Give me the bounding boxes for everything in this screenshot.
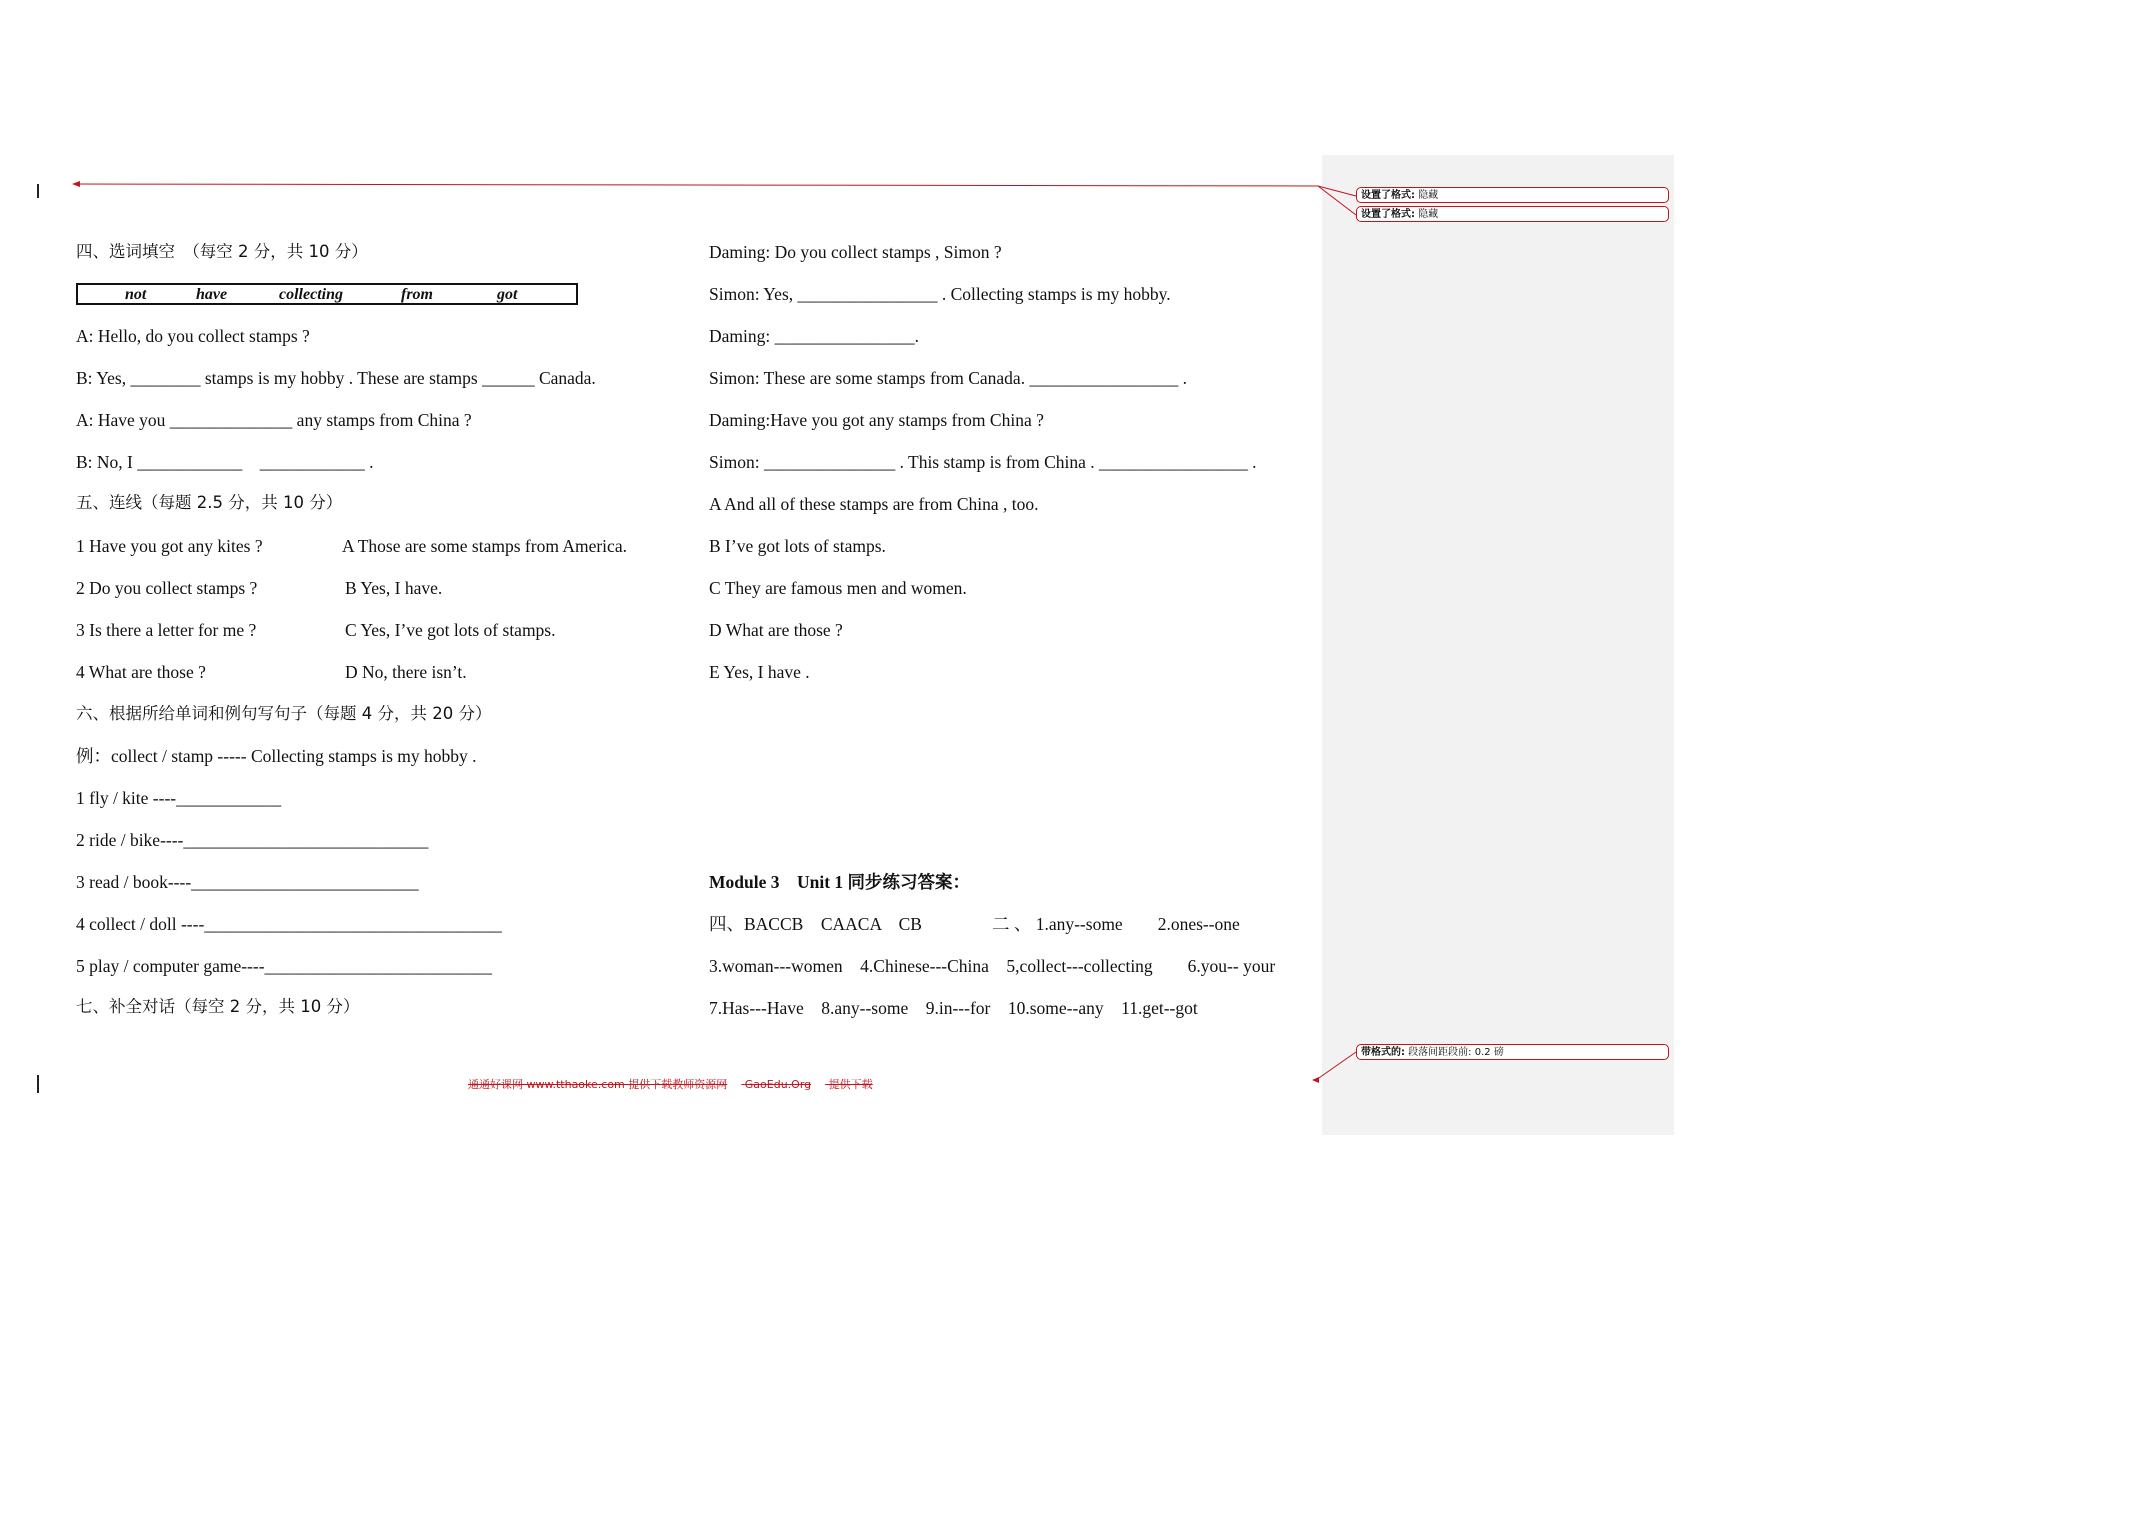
margin-marker xyxy=(37,1075,39,1093)
dialogue-line: Daming:Have you got any stamps from China ? xyxy=(709,410,1044,430)
word-bank-item: from xyxy=(401,286,433,303)
comment-label: 设置了格式: xyxy=(1361,190,1415,201)
match-question: 2 Do you collect stamps ? xyxy=(76,578,258,598)
match-question: 3 Is there a letter for me ? xyxy=(76,620,257,640)
comment-value: 隐藏 xyxy=(1418,209,1439,220)
match-answer: A Those are some stamps from America. xyxy=(342,536,627,556)
option-line: B I’ve got lots of stamps. xyxy=(709,536,886,556)
revision-comment[interactable] xyxy=(1356,206,1669,222)
match-answer: C Yes, I’ve got lots of stamps. xyxy=(345,620,556,640)
comment-label: 带格式的: xyxy=(1361,1047,1405,1058)
exercise-line: 5 play / computer game----__________________________ xyxy=(76,956,493,976)
option-line: C They are famous men and women. xyxy=(709,578,967,598)
exercise-line: A: Hello, do you collect stamps ? xyxy=(76,326,310,346)
example-line: 例：collect / stamp ----- Collecting stamps is my hobby . xyxy=(76,746,477,766)
option-line: A And all of these stamps are from China , too. xyxy=(709,494,1039,514)
dialogue-line: Simon: These are some stamps from Canada. _________________ . xyxy=(709,368,1187,388)
dialogue-line: Simon: Yes, ________________ . Collecting stamps is my hobby. xyxy=(709,284,1171,304)
revision-comment[interactable] xyxy=(1356,1044,1669,1060)
page-footer xyxy=(468,1076,887,1092)
dialogue-line: Simon: _______________ . This stamp is from China . _________________ . xyxy=(709,452,1257,472)
section-title: 五、连线（每题 2.5 分，共 10 分） xyxy=(76,493,343,512)
section-title: 六、根据所给单词和例句写句子（每题 4 分，共 20 分） xyxy=(76,704,492,723)
match-answer: D No, there isn’t. xyxy=(345,662,467,682)
word-bank-item: have xyxy=(196,286,228,303)
option-line: E Yes, I have . xyxy=(709,662,810,682)
word-bank-item: not xyxy=(125,286,147,303)
exercise-line: 1 fly / kite ----____________ xyxy=(76,788,282,808)
margin-marker xyxy=(37,184,39,198)
comment-label: 设置了格式: xyxy=(1361,209,1415,220)
answer-line: 四、BACCB CAACA CB 二 、 1.any--some 2.ones--one xyxy=(709,914,1240,934)
section-title: 七、补全对话（每空 2 分，共 10 分） xyxy=(76,997,360,1016)
answer-line: 7.Has---Have 8.any--some 9.in---for 10.some--any 11.get--got xyxy=(709,998,1198,1018)
exercise-line: 3 read / book----__________________________ xyxy=(76,872,419,892)
match-question: 4 What are those ? xyxy=(76,662,206,682)
section-title: 四、选词填空 （每空 2 分，共 10 分） xyxy=(76,242,368,261)
comment-value: 段落间距段前: 0.2 磅 xyxy=(1408,1047,1504,1058)
word-bank-item: got xyxy=(497,286,518,303)
footer-text[interactable]: 通通好课网 www.tthaoke.com 提供下载教师资源网 xyxy=(468,1078,728,1091)
word-bank-item: collecting xyxy=(279,286,343,303)
revision-comment[interactable] xyxy=(1356,187,1669,203)
exercise-line: 2 ride / bike----____________________________ xyxy=(76,830,429,850)
exercise-line: 4 collect / doll ----__________________________________ xyxy=(76,914,502,934)
option-line: D What are those ? xyxy=(709,620,843,640)
dialogue-line: Daming: ________________. xyxy=(709,326,919,346)
match-answer: B Yes, I have. xyxy=(345,578,443,598)
match-question: 1 Have you got any kites ? xyxy=(76,536,263,556)
dialogue-line: Daming: Do you collect stamps , Simon ? xyxy=(709,242,1002,262)
exercise-line: A: Have you ______________ any stamps from China ? xyxy=(76,410,472,430)
answers-title: Module 3 Unit 1 同步练习答案： xyxy=(709,872,971,892)
exercise-line: B: Yes, ________ stamps is my hobby . These are stamps ______ Canada. xyxy=(76,368,596,388)
footer-text[interactable]: 提供下载 xyxy=(828,1078,873,1091)
footer-text[interactable]: GaoEdu.Org xyxy=(744,1078,812,1091)
exercise-line: B: No, I ____________ ____________ . xyxy=(76,452,374,472)
answer-line: 3.woman---women 4.Chinese---China 5,collect---collecting 6.you-- your xyxy=(709,956,1276,976)
word-bank xyxy=(76,283,578,305)
comment-value: 隐藏 xyxy=(1418,190,1439,201)
